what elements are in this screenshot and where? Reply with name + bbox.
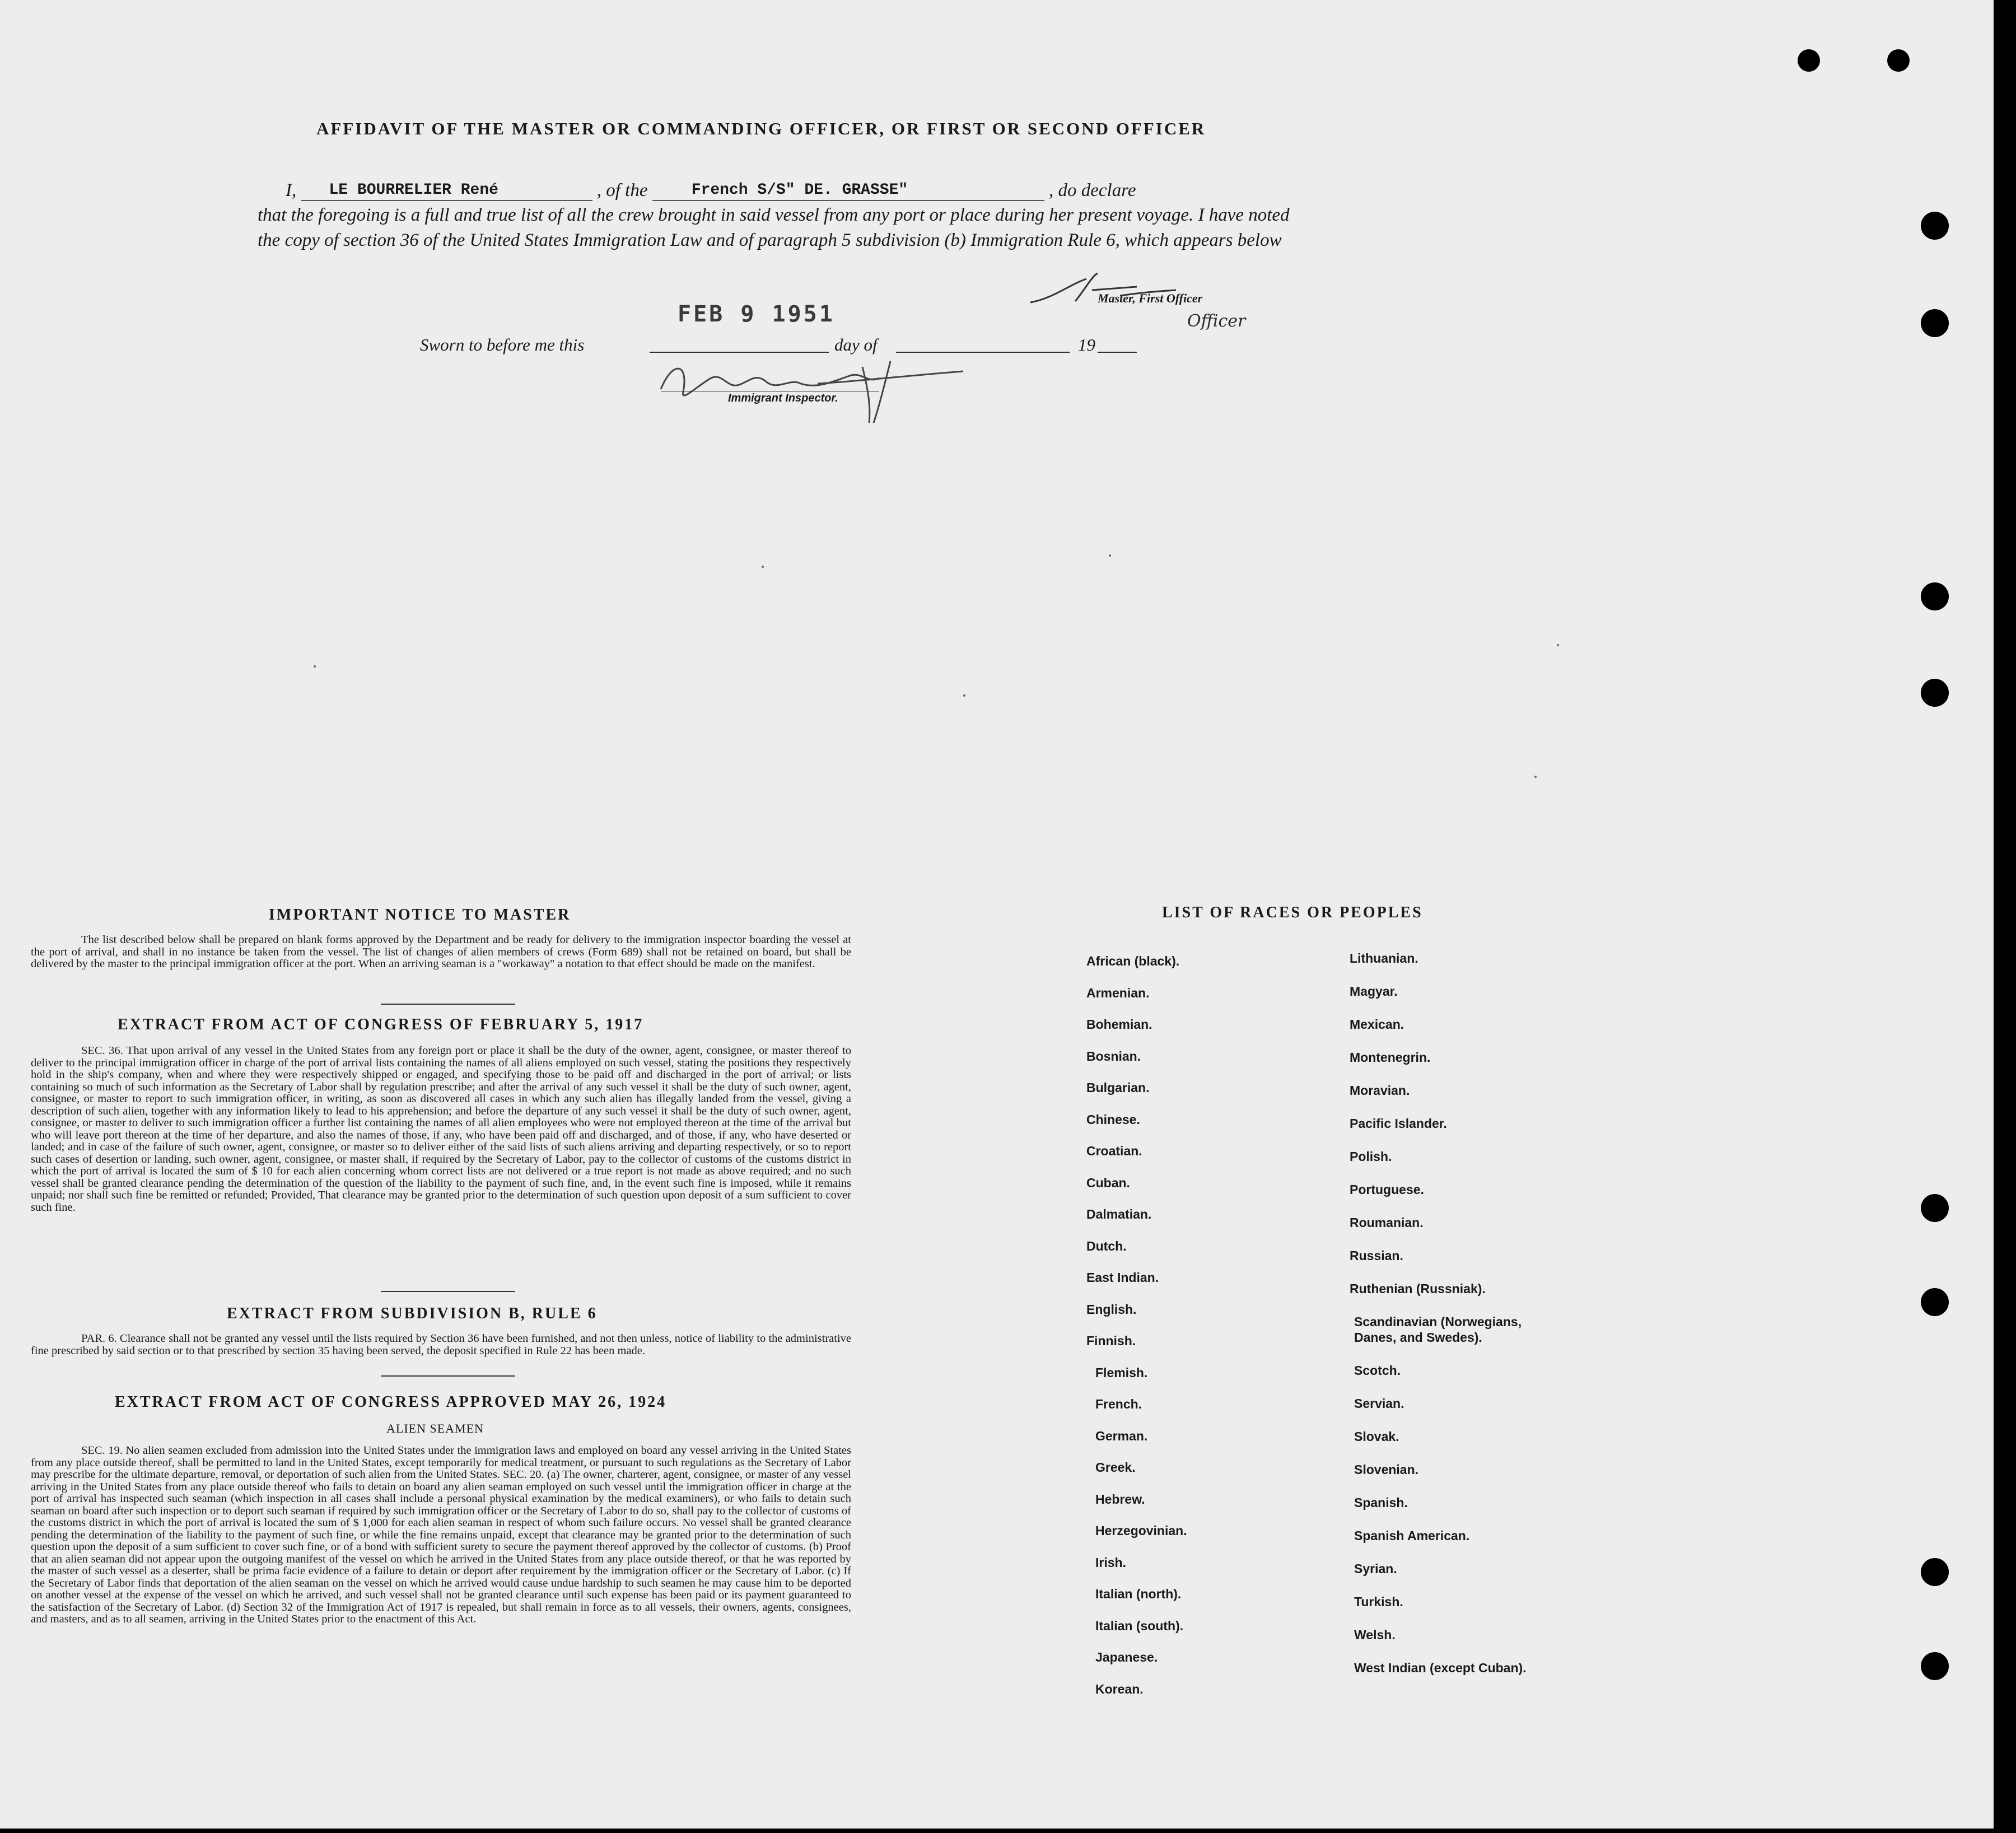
race-item: Bosnian.	[1086, 1048, 1141, 1064]
inspector-label: Immigrant Inspector.	[728, 392, 838, 404]
punch-hole	[1887, 49, 1910, 72]
race-item: Turkish.	[1354, 1594, 1403, 1609]
race-item: Ruthenian (Russniak).	[1350, 1281, 1486, 1296]
race-item: Cuban.	[1086, 1175, 1130, 1190]
extract-rule6-title: EXTRACT FROM SUBDIVISION B, RULE 6	[227, 1305, 598, 1322]
punch-hole	[1921, 212, 1949, 240]
race-item: Bulgarian.	[1086, 1080, 1150, 1095]
notice-title: IMPORTANT NOTICE TO MASTER	[269, 906, 571, 924]
race-item: Japanese.	[1095, 1650, 1158, 1664]
race-item: Mexican.	[1350, 1017, 1404, 1032]
race-item: Bohemian.	[1086, 1017, 1152, 1032]
punch-hole	[1921, 679, 1949, 707]
officer-handwritten: Officer	[1187, 311, 1246, 331]
vessel-name: French S/S" DE. GRASSE"	[691, 181, 908, 199]
race-item: Greek.	[1095, 1460, 1136, 1475]
extract-1924-subtitle: ALIEN SEAMEN	[386, 1421, 484, 1435]
race-item: Hebrew.	[1095, 1491, 1145, 1506]
speck	[1534, 776, 1537, 778]
race-item: Spanish American.	[1354, 1528, 1470, 1543]
do-declare-label: , do declare	[1048, 180, 1136, 200]
affidavit-title: AFFIDAVIT OF THE MASTER OR COMMANDING OFFICER, OR FIRST OR SECOND OFFICER	[316, 119, 1206, 138]
year-prefix: 19	[1078, 335, 1095, 355]
race-item: Dutch.	[1086, 1238, 1127, 1253]
race-item: Spanish.	[1354, 1495, 1408, 1510]
extract-1917-text: SEC. 36. That upon arrival of any vessel in the United States from any foreign port or place it shall be the duty of the owner, agent, consignee, or master thereof to deliver to the principal immigration officer in charge of the port of arrival lists containing the names of all aliens employed on such vessel, stating the positions they respectively hold in the ship's company, when and where they were respectively shipped or engaged, and specifying those to be paid off and discharged in the port of arrival; or lists containing so much of such information as the Secretary of Labor shall by regulation prescribe; and after the arrival of any such vessel it shall be the duty of such owner, agent, consignee, or master to report to such immigration officer, in writing, as soon as discovered all cases in which any such alien has illegally landed from the vessel, giving a description of such alien, together with any information likely to lead to his apprehension; and before the departure of any such vessel it shall be the duty of such owner, agent, consignee, or master to deliver to such immigration officer a further list containing the names of all alien employees who were not employed thereon at the time of the arrival but who will leave port thereon at the time of her departure, and also the names of those, if any, who have been paid off and discharged, and of those, if any, who have deserted or landed; and in case of the failure of such owner, agent, consignee, or master so to deliver either of the said lists of such aliens arriving and departing respectively, or so to report such cases of desertion or landing, such owner, agent, consignee, or master shall, if required by the Secretary of Labor, pay to the collector of customs of the customs district in which the port of arrival is located the sum of $ 10 for each alien concerning whom correct lists are not delivered or a true report is not made as above required; and no such vessel shall be granted clearance pending the determination of the question of the liability to the payment of such fine, and, in the event such fine is imposed, while it remains unpaid; nor shall such fine be remitted or refunded; Provided, That clearance may be granted prior to the determination of such question upon deposit of a sum sufficient to cover such fine.	[31, 1044, 851, 1214]
race-item: Finnish.	[1086, 1333, 1136, 1348]
race-item: Montenegrin.	[1350, 1050, 1431, 1065]
punch-hole	[1921, 1652, 1949, 1680]
race-item: Italian (north).	[1095, 1587, 1182, 1601]
inspector-signature	[650, 350, 986, 428]
race-item: Irish.	[1095, 1555, 1126, 1570]
master-name: LE BOURRELIER René	[329, 181, 498, 199]
race-item: Portuguese.	[1350, 1182, 1424, 1197]
punch-hole	[1921, 1288, 1949, 1316]
divider	[381, 1291, 515, 1292]
speck	[1557, 644, 1559, 646]
notice-text: The list described below shall be prepared on blank forms approved by the Department and be ready for delivery to the immigration inspector boarding the vessel at the port of arrival, and shall in no instance be taken from the vessel. The list of changes of alien members of crews (Form 689) shall not be retained on board, but shall be delivered by the master to the principal immigration officer at the port. When an arriving seaman is a "workaway" a notation to that effect should be made on the manifest.	[31, 934, 851, 970]
races-title: LIST OF RACES OR PEOPLES	[1162, 904, 1423, 921]
race-item: Chinese.	[1086, 1112, 1140, 1127]
race-item: Polish.	[1350, 1149, 1392, 1164]
race-item: Syrian.	[1354, 1561, 1397, 1576]
race-item: English.	[1086, 1302, 1137, 1317]
race-item: Moravian.	[1350, 1083, 1410, 1098]
race-item: West Indian (except Cuban).	[1354, 1661, 1527, 1675]
extract-1924-title: EXTRACT FROM ACT OF CONGRESS APPROVED MAY 26, 1924	[115, 1393, 667, 1411]
race-item: German.	[1095, 1428, 1148, 1443]
race-item: Korean.	[1095, 1681, 1144, 1696]
race-item: African (black).	[1086, 954, 1180, 968]
race-item: Pacific Islander.	[1350, 1116, 1447, 1131]
race-item: Croatian.	[1086, 1144, 1142, 1158]
punch-hole	[1921, 582, 1949, 610]
race-item: Magyar.	[1350, 984, 1398, 999]
speck	[762, 566, 764, 568]
race-item: Slovak.	[1354, 1429, 1399, 1444]
declaration-body: that the foregoing is a full and true list of all the crew brought in said vessel from any port or place during her present voyage. I have noted the copy of section 36 of the United States Immigration Law and of paragraph 5 subdivision (b) Immigration Rule 6, which appears below	[258, 205, 1290, 250]
race-item: Flemish.	[1095, 1365, 1148, 1380]
i-label: I,	[286, 180, 297, 200]
race-item: Scandinavian (Norwegians, Danes, and Swedes).	[1354, 1314, 1522, 1345]
date-stamp: FEB 9 1951	[678, 301, 835, 327]
race-item: Italian (south).	[1095, 1618, 1184, 1633]
race-item: Lithuanian.	[1350, 951, 1418, 966]
race-item: Welsh.	[1354, 1627, 1396, 1642]
race-item: Russian.	[1350, 1248, 1403, 1263]
race-item: Servian.	[1354, 1396, 1404, 1411]
race-item: Armenian.	[1086, 985, 1150, 1000]
punch-hole	[1921, 1194, 1949, 1222]
divider	[381, 1375, 515, 1377]
declaration-line	[286, 180, 1305, 201]
race-item: French.	[1095, 1397, 1142, 1411]
punch-hole	[1921, 309, 1949, 337]
race-item: Dalmatian.	[1086, 1207, 1152, 1221]
speck	[314, 665, 316, 668]
race-item: East Indian.	[1086, 1270, 1159, 1285]
divider	[381, 1004, 515, 1005]
extract-rule6-text: PAR. 6. Clearance shall not be granted any vessel until the lists required by Section 36 have been furnished, and not then unless, notice of liability to the administrative fine prescribed by said section or to that prescribed by section 35 having been served, the deposit specified in Rule 22 has been made.	[31, 1332, 851, 1357]
race-item: Slovenian.	[1354, 1462, 1419, 1477]
race-item: Roumanian.	[1350, 1215, 1424, 1230]
race-item: Scotch.	[1354, 1363, 1401, 1378]
punch-hole	[1921, 1558, 1949, 1586]
name-field	[301, 181, 592, 201]
extract-1917-title: EXTRACT FROM ACT OF CONGRESS OF FEBRUARY 5, 1917	[118, 1016, 644, 1033]
extract-1924-text: SEC. 19. No alien seamen excluded from admission into the United States under the immigration laws and employed on board any vessel arriving in the United States from any place outside thereof, shall be permitted to land in the United States, except temporarily for medical treatment, or pursuant to such regulations as the Secretary of Labor may prescribe for the ultimate departure, removal, or deportation of such alien from the United States. SEC. 20. (a) The owner, charterer, agent, consignee, or master of any vessel arriving in the United States from any place outside thereof who fails to detain on board any alien seaman employed on such vessel until the immigration officer in charge at the port of arrival has inspected such seaman (which inspection in all cases shall include a personal physical examination by the medical examiners), or who fails to detain such seaman on board after such inspection or to deport such seaman if required by such immigration officer or the Secretary of Labor to do so, shall pay to the collector of customs of the customs district in which the port of arrival is located the sum of $ 1,000 for each alien seaman in respect of whom such failure occurs. No vessel shall be granted clearance pending the determination of the liability to the payment of such fine, or while the fine remains unpaid, except that clearance may be granted prior to the determination of such question upon the deposit of a sum sufficient to cover such fine, or of a bond with sufficient surety to secure the payment thereof approved by the collector of customs. (b) Proof that an alien seaman did not appear upon the outgoing manifest of the vessel on which he arrived in the United States from any place outside thereof, or that he was reported by the master of such vessel as a deserter, shall be prima facie evidence of a failure to detain or deport after requirement by the immigration officer or the Secretary of Labor. (c) If the Secretary of Labor finds that deportation of the alien seaman on the vessel on which he arrived would cause undue hardship to such seamen he may cause him to be deported on another vessel at the expense of the vessel on which he arrived, and such vessel shall not be granted clearance until such expense has been paid or its payment guaranteed to the satisfaction of the Secretary of Labor. (d) Section 32 of the Immigration Act of 1917 is repealed, but shall remain in force as to all vessels, their owners, agents, consignees, and masters, and as to all seamen, arriving in the United States prior to the enactment of this Act.	[31, 1444, 851, 1625]
race-item: Herzegovinian.	[1095, 1523, 1187, 1538]
speck	[963, 694, 965, 697]
punch-hole	[1798, 49, 1820, 72]
speck	[1109, 554, 1111, 557]
day-of-label: day of	[834, 335, 878, 355]
officer-title-line: Master, First Officer	[1098, 291, 1203, 305]
sworn-label: Sworn to before me this	[420, 335, 585, 355]
vessel-field	[652, 181, 1044, 201]
year-fill-line	[1098, 352, 1137, 353]
of-the-label: , of the	[596, 180, 648, 200]
